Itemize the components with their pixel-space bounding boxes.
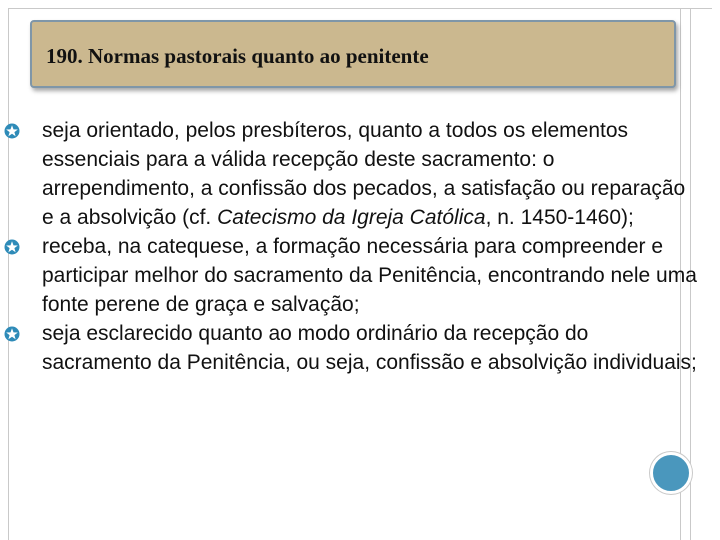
title-banner — [30, 20, 676, 88]
star-circle-icon — [4, 123, 20, 139]
bullet-1-pre: seja orientado, pelos presbíteros, quanto a todos os elementos essenciais para a válida recepção deste sacramento: o arrependimento, a confissão dos pecados, a satisfação ou reparação e a absolvição (cf. — [42, 119, 686, 229]
slide-title: 190. Normas pastorais quanto ao penitente — [46, 44, 429, 68]
bullet-item-1 — [0, 116, 720, 232]
bullet-1-italic: Catecismo da Igreja Católica — [217, 206, 486, 229]
bullet-text-2: receba, na catequese, a formação necessária para compreender e participar melhor do sacramento da Penitência, encontrando nele uma fonte perene de graça e salvação; — [42, 235, 697, 316]
bullet-1-post: , n. 1450-1460); — [485, 206, 634, 229]
bullet-text-1 — [42, 119, 685, 229]
star-circle-icon — [4, 326, 20, 342]
bullet-list — [0, 116, 720, 377]
star-circle-icon — [4, 239, 20, 255]
bullet-text-3: seja esclarecido quanto ao modo ordinário da recepção do sacramento da Penitência, ou seja, confissão e absolvição individuais; — [42, 322, 697, 374]
bullet-item-3 — [0, 319, 720, 377]
decorative-circle — [650, 452, 692, 494]
frame-line-top — [8, 8, 712, 9]
bullet-item-2 — [0, 232, 720, 319]
